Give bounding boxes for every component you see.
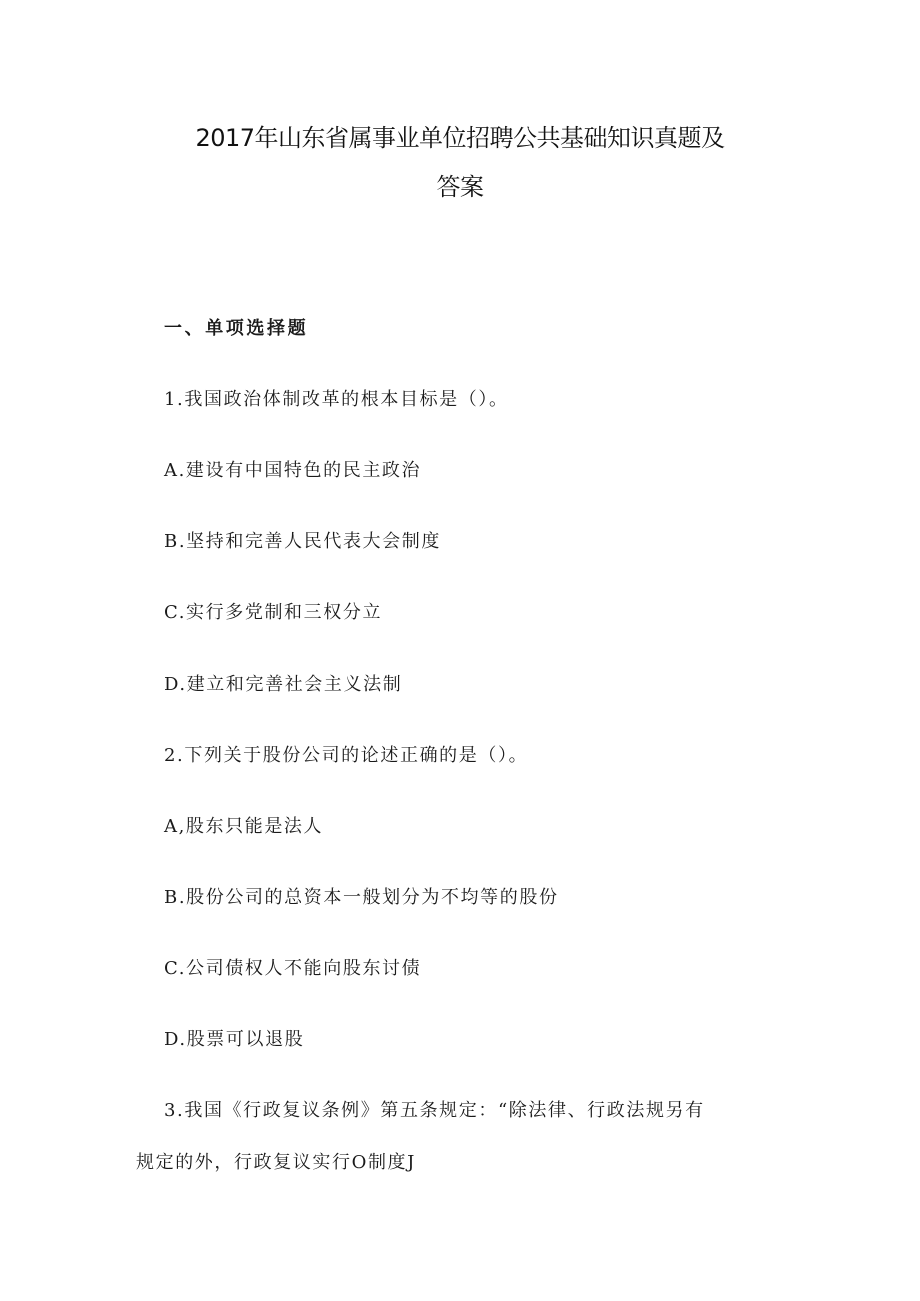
question-1-option-c: C.实行多党制和三权分立 xyxy=(164,602,383,623)
question-2-option-d: D.股票可以退股 xyxy=(164,1029,305,1050)
question-2-option-c: C.公司债权人不能向股东讨债 xyxy=(164,958,422,979)
document-title-line-2: 答案 xyxy=(436,173,484,201)
question-1-option-d: D.建立和完善社会主义法制 xyxy=(164,674,403,695)
question-3-stem-line-2: 规定的外，行政复议实行O制度J xyxy=(136,1152,416,1173)
question-1-stem: 1.我国政治体制改革的根本目标是（）。 xyxy=(164,389,509,410)
question-1-option-b: B.坚持和完善人民代表大会制度 xyxy=(164,531,441,552)
question-3-stem-line-1: 3.我国《行政复议条例》第五条规定：“除法律、行政法规另有 xyxy=(164,1100,705,1121)
question-2-option-a: A,股东只能是法人 xyxy=(164,816,324,837)
question-2-stem: 2.下列关于股份公司的论述正确的是（）。 xyxy=(164,745,529,766)
document-title-line-1: 2017年山东省属事业单位招聘公共基础知识真题及 xyxy=(195,124,725,152)
section-heading: 一、单项选择题 xyxy=(164,318,309,339)
question-1-option-a: A.建设有中国特色的民主政治 xyxy=(164,460,422,481)
question-2-option-b: B.股份公司的总资本一般划分为不均等的股份 xyxy=(164,887,559,908)
